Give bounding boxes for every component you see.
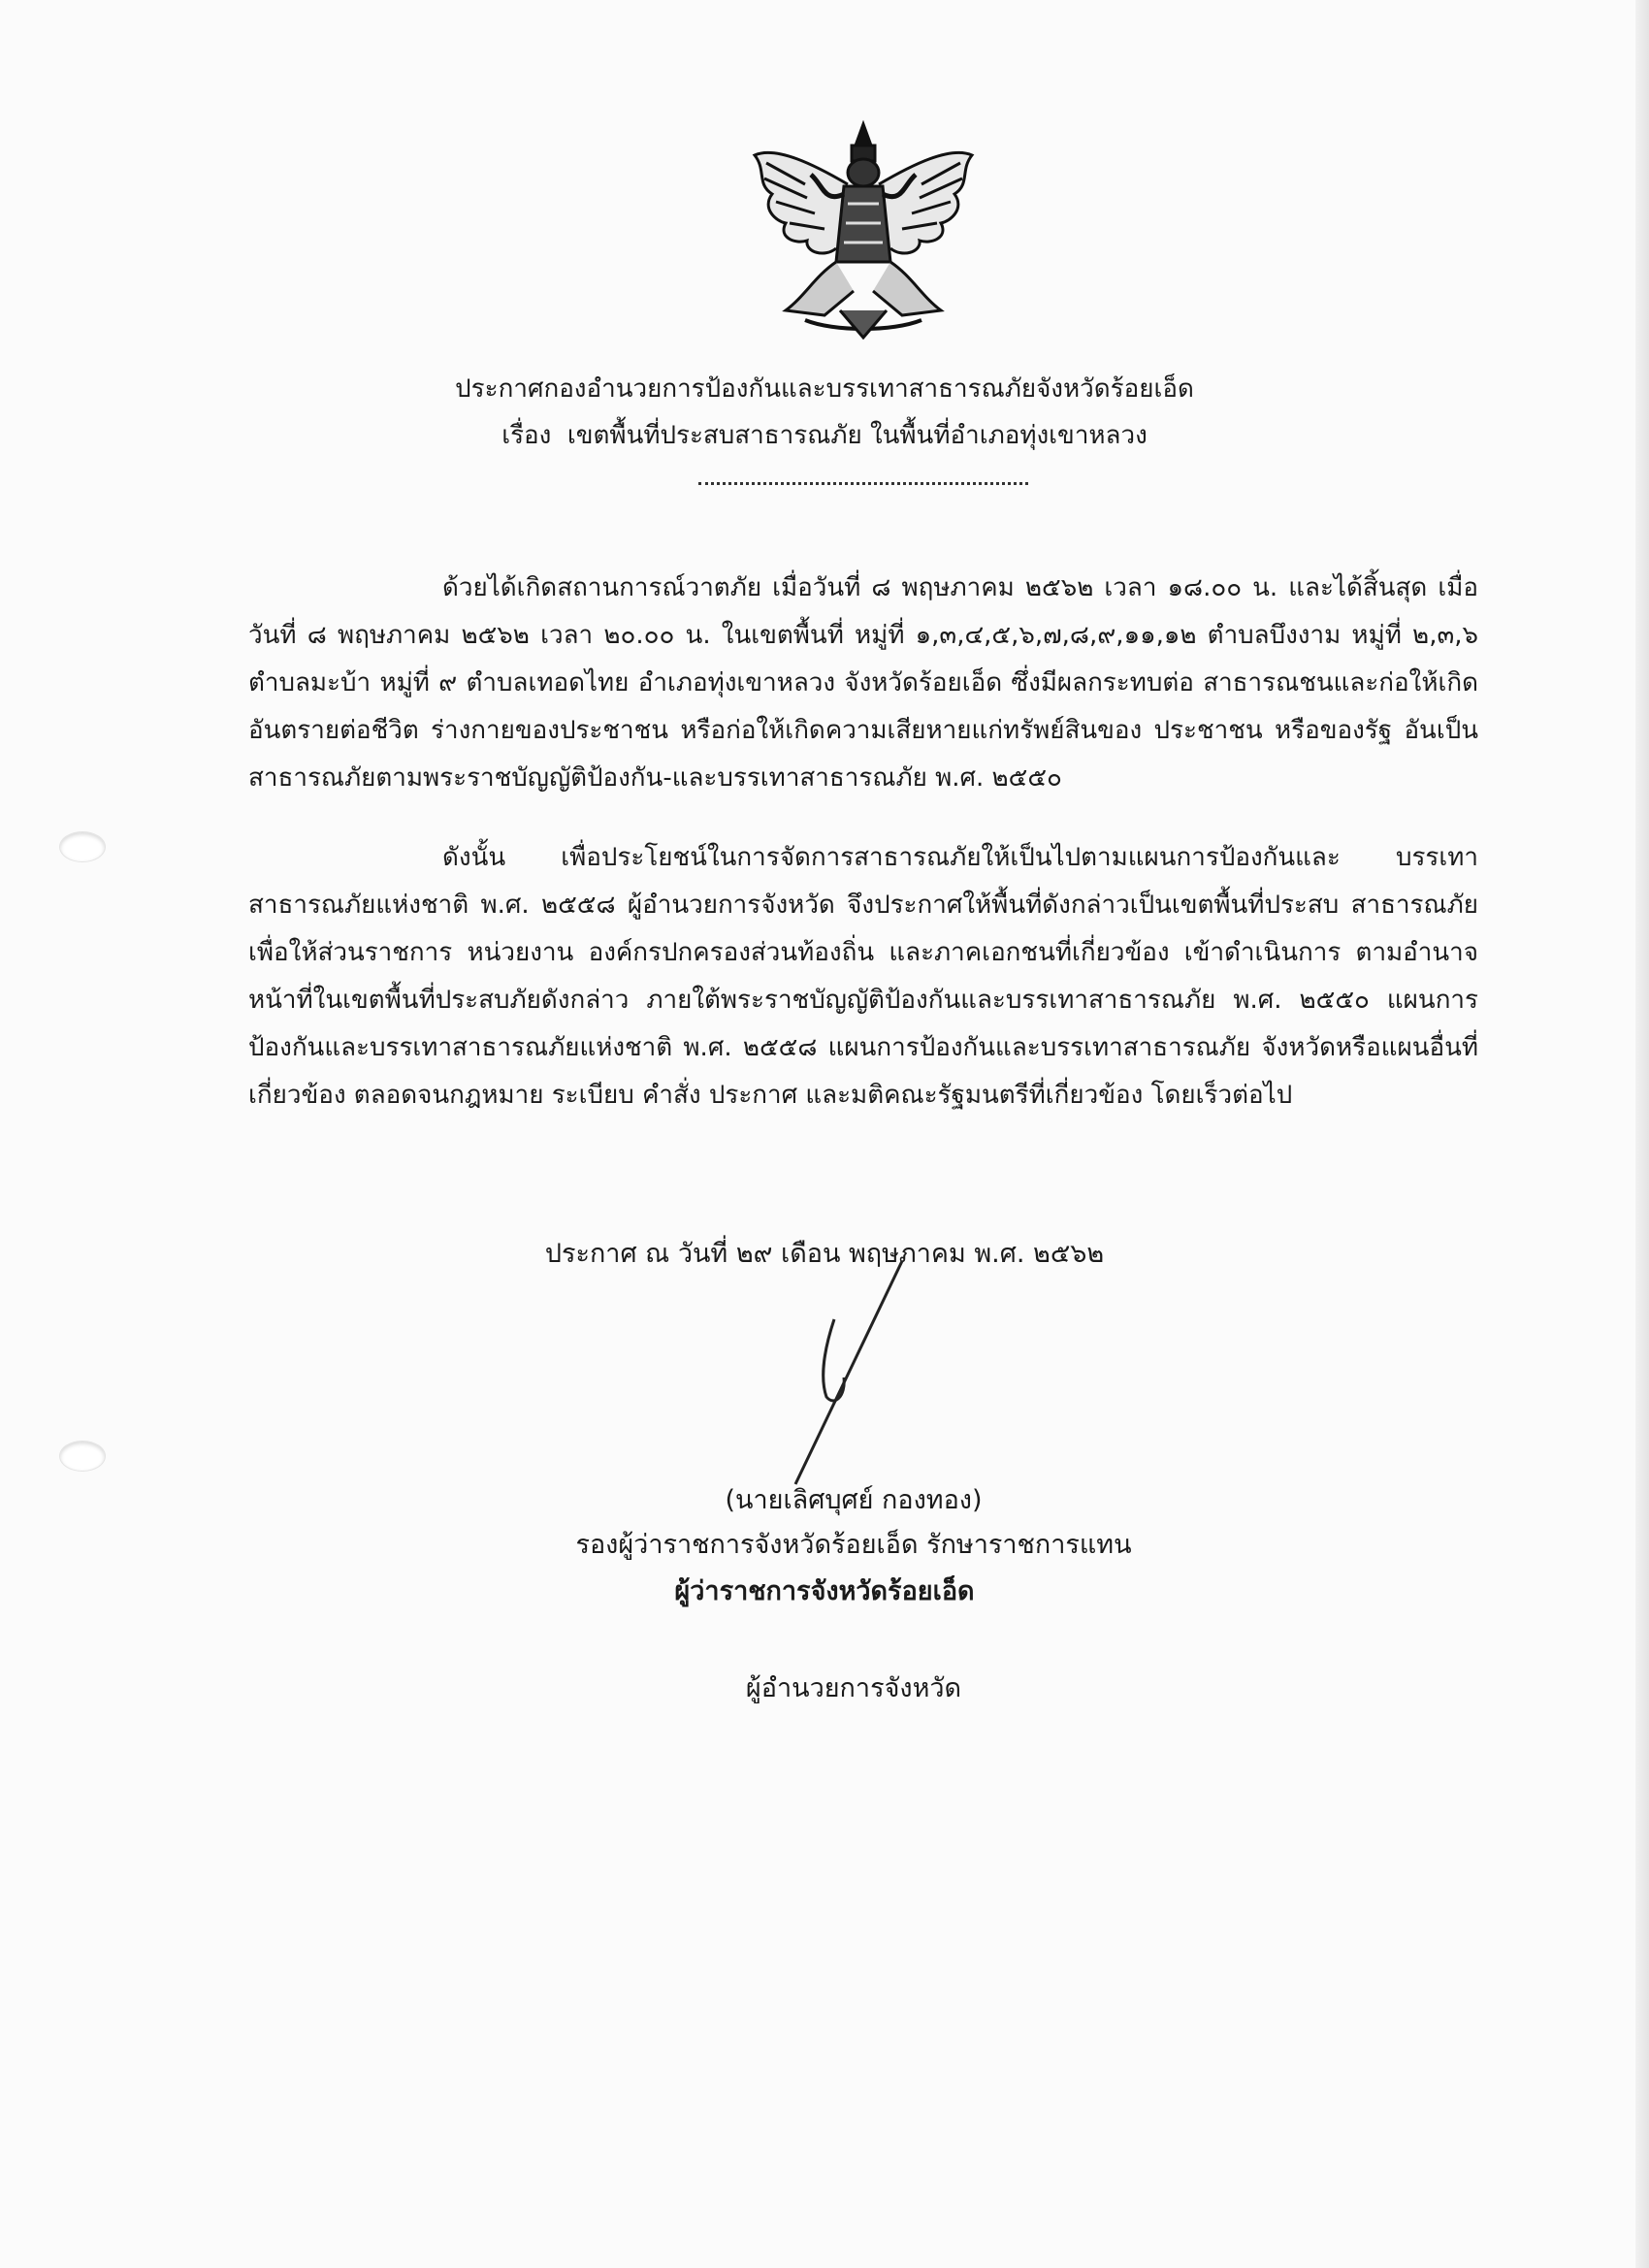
signatory-role: ผู้อำนวยการจังหวัด (745, 1673, 962, 1703)
garuda-emblem-icon (747, 116, 980, 340)
punch-hole (60, 1442, 105, 1471)
announcement-title: ประกาศกองอำนวยการป้องกันและบรรเทาสาธารณภัยจังหวัดร้อยเอ็ด (455, 374, 1194, 404)
announcement-date: ประกาศ ณ วันที่ ๒๙ เดือน พฤษภาคม พ.ศ. ๒๕๖๒ (544, 1239, 1105, 1269)
scan-edge (1635, 0, 1649, 2268)
paragraph-1 (248, 565, 1478, 802)
signatory-position-2: ผู้ว่าราชการจังหวัดร้อยเอ็ด (674, 1576, 975, 1606)
header-divider (698, 482, 1028, 485)
paragraph-1-text: ด้วยได้เกิดสถานการณ์วาตภัย เมื่อวันที่ ๘ พฤษภาคม ๒๕๖๒ เวลา ๑๘.๐๐ น. และได้สิ้นสุด เมื่อวันที่ ๘ พฤษภาคม ๒๕๖๒ เวลา ๒๐.๐๐ น. ในเขตพื้นที่ หมู่ที่ ๑,๓,๔,๕,๖,๗,๘,๙,๑๑,๑๒ ตำบลบึงงาม หมู่ที่ ๒,๓,๖ ตำบลมะบ้า หมู่ที่ ๙ ตำบลเทอดไทย อำเภอทุ่งเขาหลวง จังหวัดร้อยเอ็ด ซึ่งมีผลกระทบต่อ สาธารณชนและก่อให้เกิดอันตรายต่อชีวิต ร่างกายของประชาชน หรือก่อให้เกิดความเสียหายแก่ทรัพย์สินของ ประชาชน หรือของรัฐ อันเป็นสาธารณภัยตามพระราชบัญญัติป้องกัน-และบรรเทาสาธารณภัย พ.ศ. ๒๕๕๐ (248, 573, 1478, 793)
paragraph-2-text: ดังนั้น เพื่อประโยชน์ในการจัดการสาธารณภัยให้เป็นไปตามแผนการป้องกันและ บรรเทาสาธารณภัยแห่งชาติ พ.ศ. ๒๕๕๘ ผู้อำนวยการจังหวัด จึงประกาศให้พื้นที่ดังกล่าวเป็นเขตพื้นที่ประสบ สาธารณภัย เพื่อให้ส่วนราชการ หน่วยงาน องค์กรปกครองส่วนท้องถิ่น และภาคเอกชนที่เกี่ยวข้อง เข้าดำเนินการ ตามอำนาจหน้าที่ในเขตพื้นที่ประสบภัยดังกล่าว ภายใต้พระราชบัญญัติป้องกันและบรรเทาสาธารณภัย พ.ศ. ๒๕๕๐ แผนการป้องกันและบรรเทาสาธารณภัยแห่งชาติ พ.ศ. ๒๕๕๘ แผนการป้องกันและบรรเทาสาธารณภัย จังหวัดหรือแผนอื่นที่เกี่ยวข้อง ตลอดจนกฎหมาย ระเบียบ คำสั่ง ประกาศ และมติคณะรัฐมนตรีที่เกี่ยวข้อง โดยเร็วต่อไป (248, 843, 1478, 1110)
subject-line (0, 415, 1649, 455)
signatory-name: (นายเลิศบุศย์ กองทอง) (725, 1485, 983, 1515)
signature-icon (776, 1261, 931, 1494)
paragraph-2 (248, 834, 1478, 1119)
subject-label: เรื่อง (501, 421, 552, 450)
subject-text: เขตพื้นที่ประสบสาธารณภัย ในพื้นที่อำเภอทุ่งเขาหลวง (566, 421, 1148, 450)
signatory-position-1: รองผู้ว่าราชการจังหวัดร้อยเอ็ด รักษาราชการแทน (575, 1530, 1132, 1560)
punch-hole (60, 832, 105, 861)
